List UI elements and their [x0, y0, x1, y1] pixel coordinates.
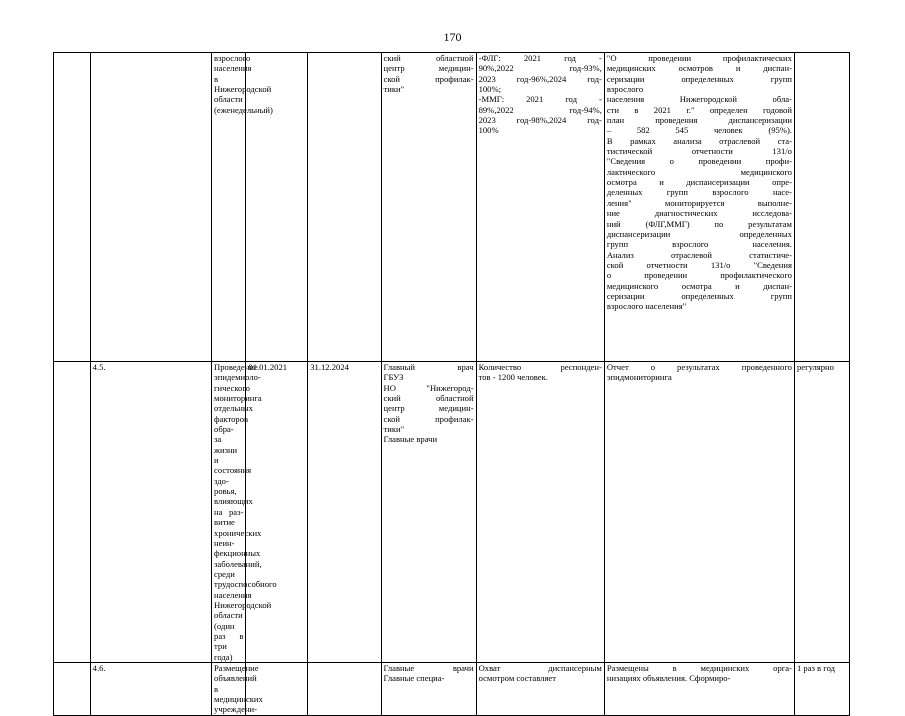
- text-line: деленных групп взрослого насе-: [606, 187, 792, 198]
- text-line: лактического медицинского: [606, 166, 792, 177]
- text-line: тики": [383, 424, 405, 435]
- text-line: -ММГ: 2021 год -: [478, 94, 602, 105]
- page-number: 170: [443, 30, 462, 44]
- text-line: среди трудоспособного: [214, 568, 277, 590]
- text-line: "О проведении профилактических: [606, 53, 792, 63]
- text-line: области (один раз в три: [214, 610, 244, 652]
- text-line: Охват диспансерным: [478, 662, 602, 673]
- cell-responsible: [381, 662, 476, 715]
- text-line: Анализ отраслевой статистиче-: [606, 249, 792, 260]
- text-line: центр медицин-: [383, 403, 474, 414]
- text-line: 90%,2022 год-93%,: [478, 63, 602, 74]
- text-line: эпидмониторинга: [606, 372, 672, 383]
- text-line: осмотра и диспансеризации опре-: [606, 177, 792, 188]
- text-line: (еженедельный): [214, 104, 273, 115]
- cell-start: [246, 53, 308, 362]
- cell-period: регулярно: [794, 362, 849, 663]
- text-line: медицинских осмотров и диспан-: [606, 63, 792, 74]
- text-line: серизации определенных групп: [606, 290, 792, 301]
- text-line: НО "Нижегород-: [383, 382, 474, 393]
- cell-event: [212, 53, 273, 362]
- cell-indicator: [476, 362, 604, 663]
- text-line: ровья, влияющих на раз-: [214, 486, 253, 517]
- cell-responsible: [381, 362, 476, 663]
- cell-blank: [54, 53, 91, 362]
- cell-end: [308, 662, 381, 715]
- text-line: ской профилак-: [383, 413, 474, 424]
- table-row: [54, 662, 850, 715]
- text-line: Главные врачи: [383, 434, 438, 445]
- cell-blank: [54, 662, 91, 715]
- cell-num: [90, 53, 211, 362]
- text-line: 89%,2022 год-94%,: [478, 104, 602, 115]
- table-row: [54, 362, 850, 663]
- cell-result: [604, 362, 794, 663]
- cell-end: [308, 53, 381, 362]
- text-line: сти в 2021 г." определен годовой: [606, 104, 792, 115]
- cell-period: 1 раз в год: [794, 662, 849, 715]
- table-body: [54, 53, 850, 716]
- text-line: отдельных факторов обра-: [214, 403, 253, 435]
- text-line: групп взрослого населения.: [606, 239, 792, 250]
- cell-num: 4.6.: [90, 662, 211, 715]
- text-line: населения Нижегородской: [214, 589, 272, 610]
- text-line: Главные врачи: [383, 662, 474, 673]
- text-line: населения Нижегородской обла-: [606, 94, 792, 105]
- text-line: ской отчетности 131/о "Сведения: [606, 259, 792, 270]
- text-line: ления" мониторируется выполне-: [606, 197, 792, 208]
- text-line: гического мониторинга: [214, 382, 262, 404]
- text-line: тики": [383, 84, 405, 95]
- text-line: Проведение эпидемиоло-: [214, 362, 261, 383]
- cell-result: [604, 53, 794, 362]
- plan-table: [53, 52, 850, 716]
- text-line: В рамках анализа отраслевой ста-: [606, 135, 792, 146]
- text-line: фекционных заболеваний,: [214, 548, 262, 569]
- cell-responsible: [381, 53, 476, 362]
- cell-indicator: [476, 662, 604, 715]
- text-line: тов - 1200 человек.: [478, 372, 548, 383]
- text-line: тистической отчетности 131/о: [606, 146, 792, 157]
- text-line: осмотром составляет: [478, 673, 556, 684]
- text-line: Отчет о результатах проведенного: [606, 362, 792, 372]
- text-line: медицинских учреждени-: [214, 694, 263, 715]
- text-line: "Сведения о проведении профи-: [606, 156, 792, 167]
- cell-start: 01.01.2021: [246, 362, 308, 663]
- text-line: 100%;: [478, 84, 502, 95]
- text-line: о проведении профилактического: [606, 270, 792, 281]
- text-line: 2023 год-96%,2024 год-: [478, 73, 602, 84]
- text-line: года): [214, 651, 233, 662]
- text-line: медицинского осмотра и диспан-: [606, 280, 792, 291]
- cell-period: [794, 53, 849, 362]
- text-line: -ФЛГ: 2021 год -: [478, 53, 602, 63]
- text-line: за жизни и состояния здо-: [214, 434, 252, 486]
- table-row: [54, 53, 850, 362]
- text-line: ний (ФЛГ,ММГ) по результатам: [606, 218, 792, 229]
- cell-end: 31.12.2024: [308, 362, 381, 663]
- text-line: взрослого населения": [606, 301, 687, 312]
- text-line: Нижегородской области: [214, 84, 272, 105]
- text-line: серизации определенных групп: [606, 73, 792, 84]
- cell-event: [212, 662, 263, 715]
- text-line: ский областной: [383, 53, 474, 63]
- text-line: низациях объявления. Сформиро-: [606, 673, 731, 684]
- text-line: Размещение объявлений в: [214, 662, 259, 694]
- text-line: 100%: [478, 125, 499, 136]
- cell-num: 4.5.: [90, 362, 211, 663]
- text-line: Количество респонден-: [478, 362, 602, 372]
- text-line: Главный врач: [383, 362, 474, 372]
- text-line: Размещены в медицинских орга-: [606, 662, 792, 673]
- text-line: 2023 год-98%,2024 год-: [478, 115, 602, 126]
- text-line: Главные специа-: [383, 673, 445, 684]
- text-line: план проведения диспансеризации: [606, 115, 792, 126]
- cell-blank: [54, 362, 91, 663]
- text-line: ние диагностических исследова-: [606, 208, 792, 219]
- text-line: центр медицин-: [383, 63, 474, 74]
- text-line: – 582 545 человек (95%).: [606, 125, 792, 136]
- text-line: диспансеризации определенных: [606, 228, 792, 239]
- cell-indicator: [476, 53, 604, 362]
- text-line: ский областной: [383, 393, 474, 404]
- text-line: витие хронических неин-: [214, 517, 262, 548]
- text-line: ГБУЗ: [383, 372, 404, 383]
- text-line: взрослого населения в: [214, 53, 252, 84]
- text-line: ской профилак-: [383, 73, 474, 84]
- cell-result: [604, 662, 794, 715]
- text-line: взрослого: [606, 84, 644, 95]
